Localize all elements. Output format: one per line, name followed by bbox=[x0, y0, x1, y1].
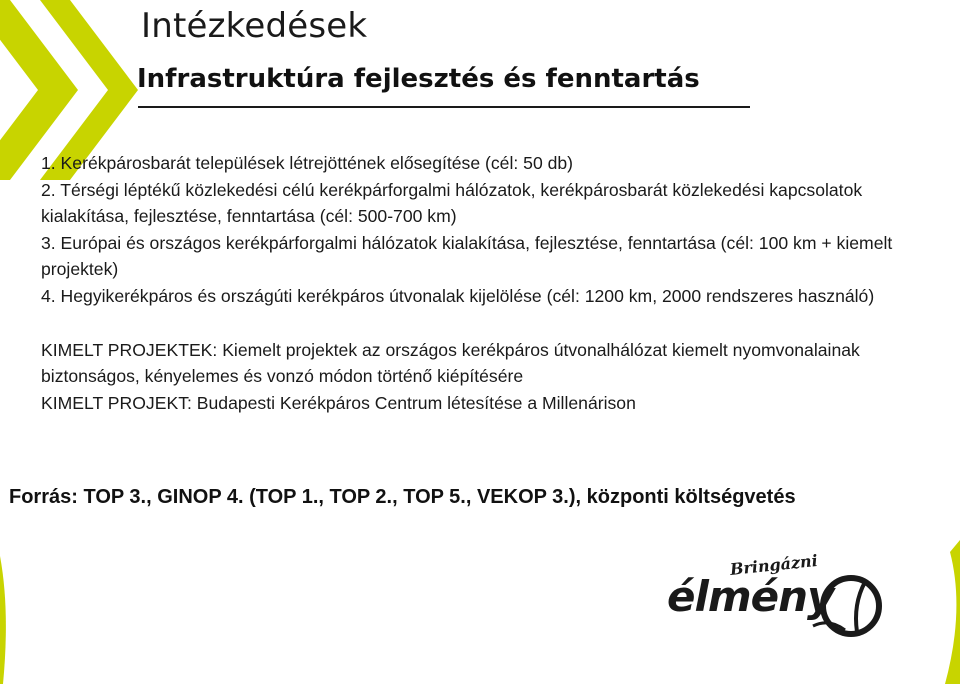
measures-list bbox=[41, 150, 921, 416]
highlight-item: KIMELT PROJEKTEK: Kiemelt projektek az országos kerékpáros útvonalhálózat kiemelt nyomvonalainak biztonságos, kényelemes és vonzó módon történő kiépítésére bbox=[41, 339, 860, 387]
list-item: 4. Hegyikerékpáros és országúti kerékpáros útvonalak kijelölése (cél: 1200 km, 2000 rendszeres használó) bbox=[41, 285, 875, 306]
list-item: 3. Európai és országos kerékpárforgalmi hálózatok kialakítása, fejlesztése, fenntartása (cél: 100 km + kiemelt projektek) bbox=[41, 232, 893, 280]
logo-small-text: Bringázni bbox=[729, 550, 819, 579]
bicycle-wheel-icon bbox=[805, 574, 893, 642]
section-subtitle: Infrastruktúra fejlesztés és fenntartás bbox=[137, 64, 700, 94]
list-item: 1. Kerékpárosbarát települések létrejöttének elősegítése (cél: 50 db) bbox=[41, 153, 574, 173]
spacer bbox=[41, 310, 921, 337]
page-title: Intézkedések bbox=[141, 6, 368, 46]
funding-source: Forrás: TOP 3., GINOP 4. (TOP 1., TOP 2., TOP 5., VEKOP 3.), központi költségvetés bbox=[9, 486, 796, 508]
highlight-item: KIMELT PROJEKT: Budapesti Kerékpáros Centrum létesítése a Millenárison bbox=[41, 392, 636, 413]
title-divider bbox=[138, 106, 750, 108]
brand-logo bbox=[665, 550, 895, 644]
list-item: 2. Térségi léptékű közlekedési célú kerékpárforgalmi hálózatok, kerékpárosbarát közlekedési kapcsolatok kialakítása, fejlesztése, fenntartása (cél: 500-700 km) bbox=[41, 179, 863, 227]
logo-big-text: élmény bbox=[667, 572, 834, 621]
